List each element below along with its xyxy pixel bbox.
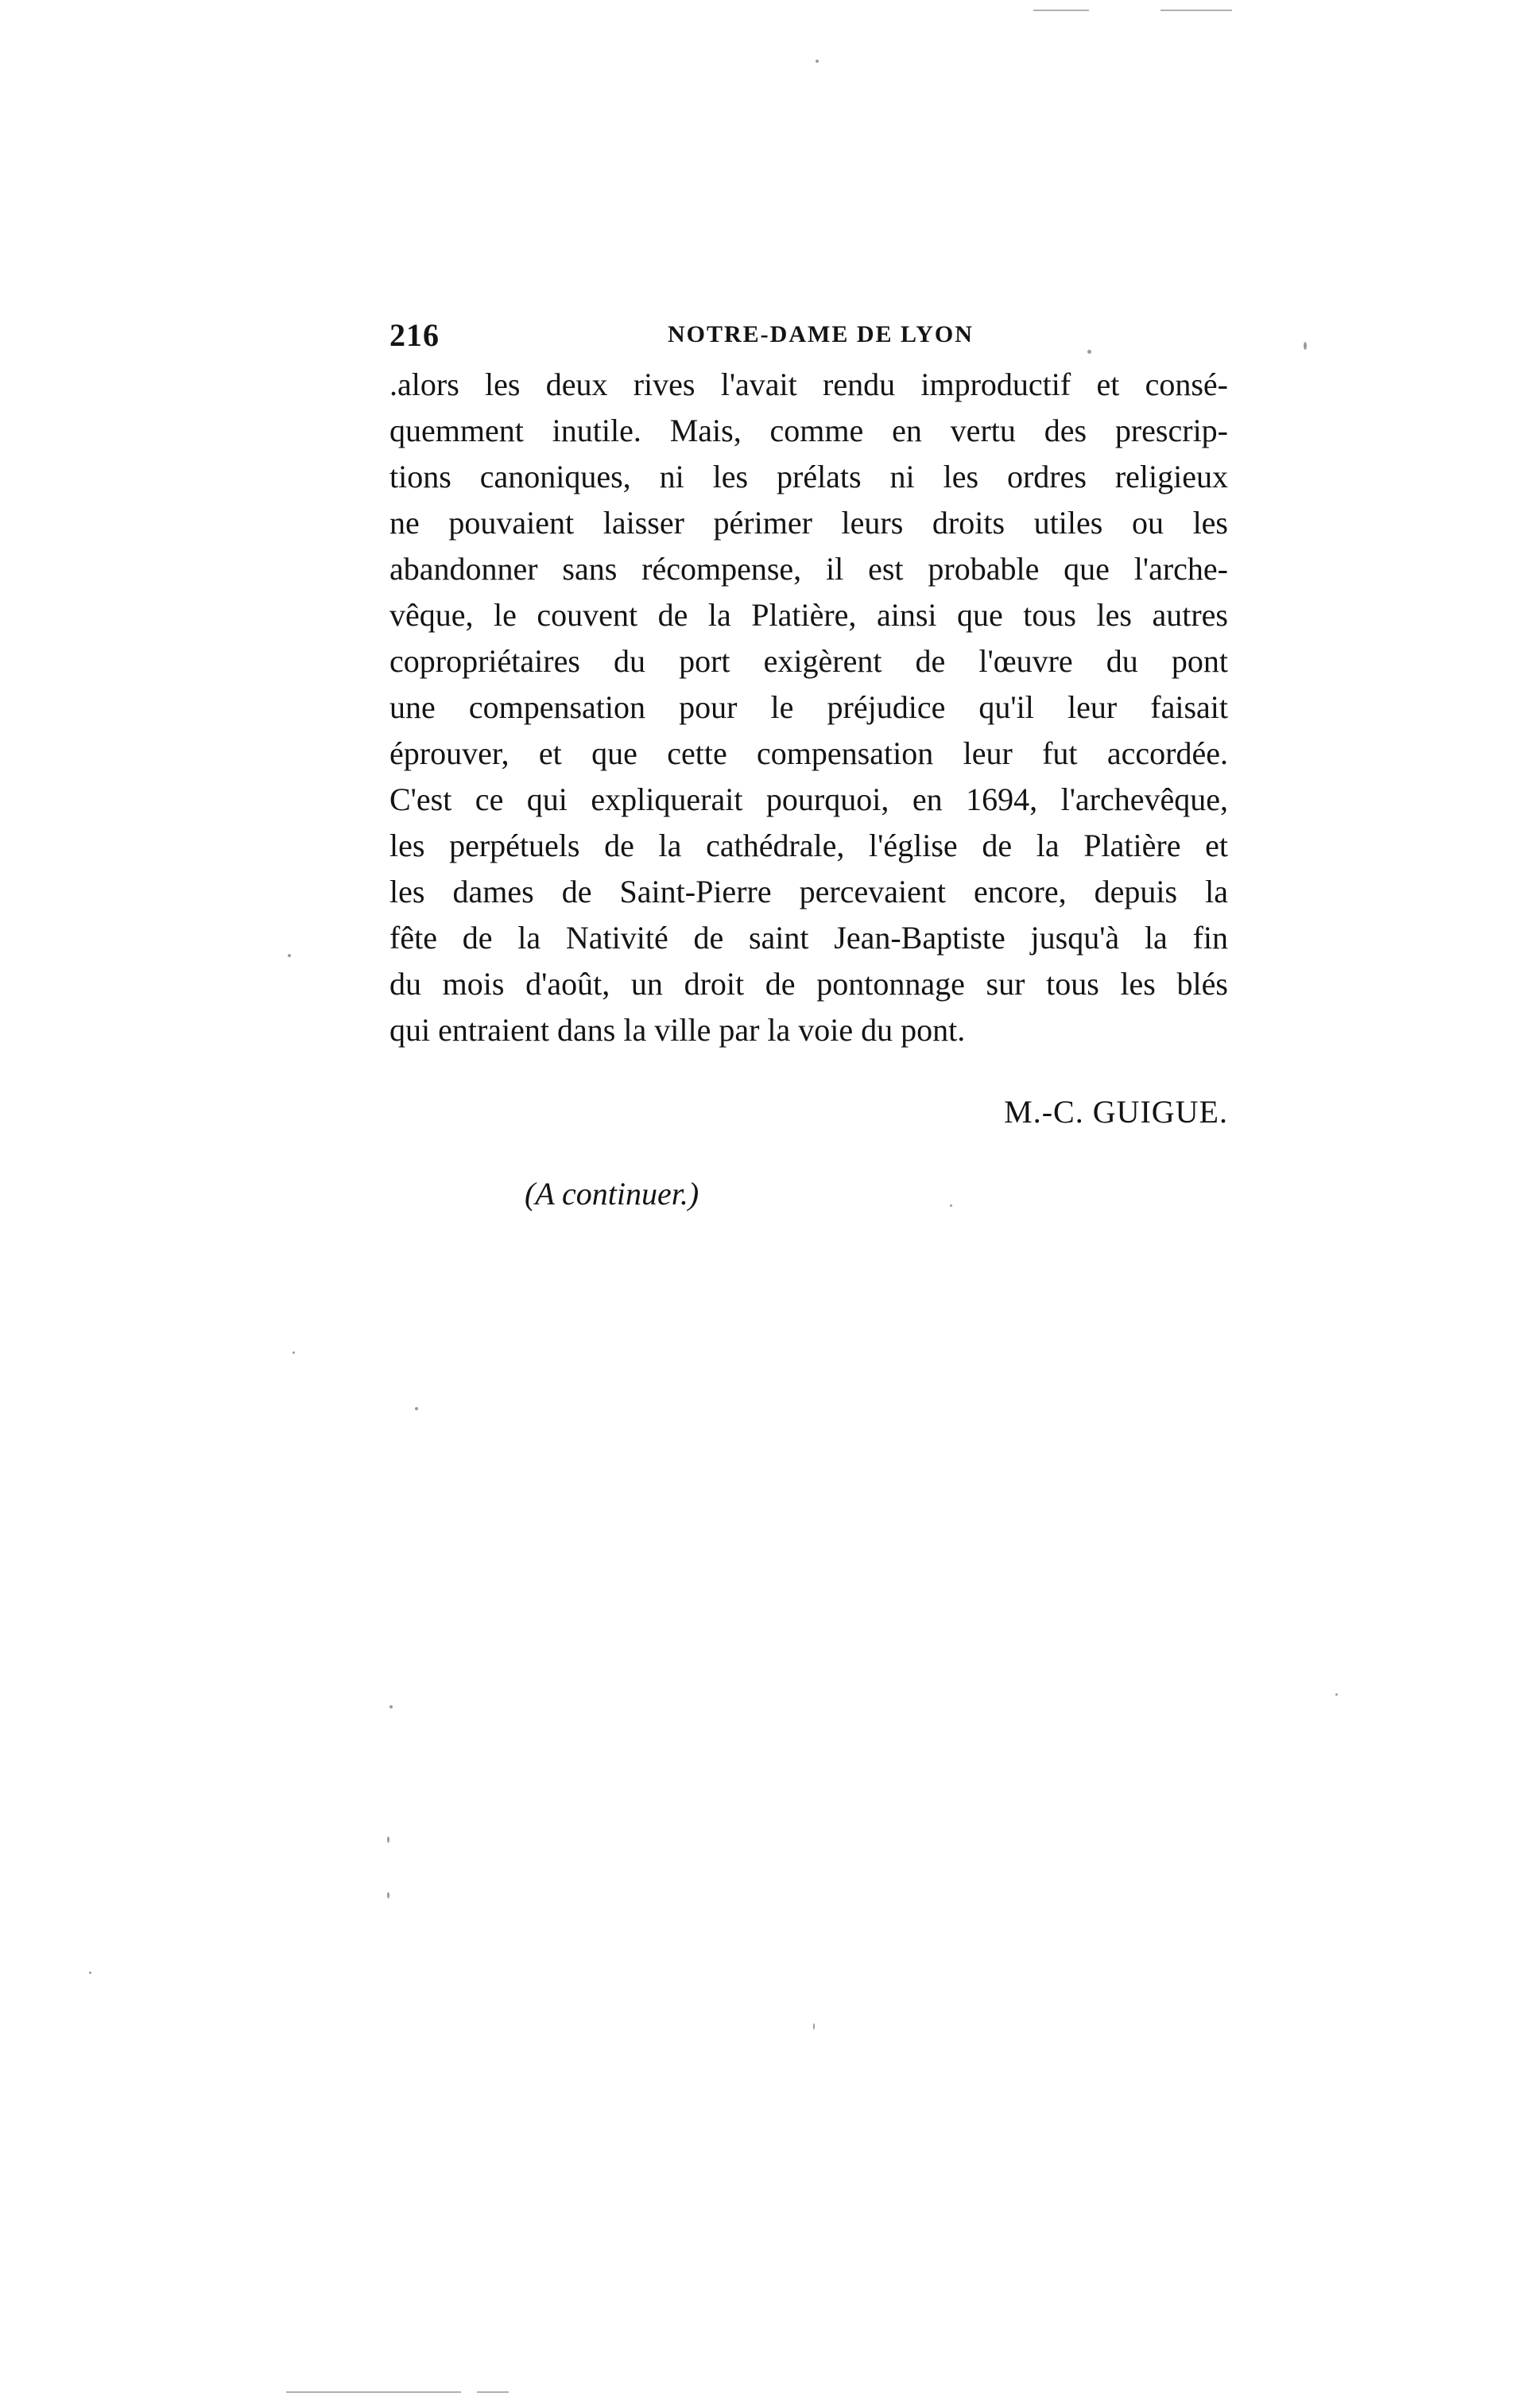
scan-speck bbox=[1087, 350, 1091, 354]
scan-speck bbox=[816, 60, 819, 63]
text-line: copropriétaires du port exigèrent de l'œuvre du pont bbox=[389, 643, 1228, 679]
scan-speck bbox=[950, 1204, 952, 1207]
scan-speck bbox=[1304, 342, 1307, 350]
text-line: C'est ce qui expliquerait pourquoi, en 1694, l'archevêque, bbox=[389, 781, 1228, 817]
scan-edge-line bbox=[1033, 10, 1089, 11]
text-line: .alors les deux rives l'avait rendu improductif et consé- bbox=[389, 366, 1228, 402]
text-line: vêque, le couvent de la Platière, ainsi que tous les autres bbox=[389, 597, 1228, 633]
text-line: ne pouvaient laisser périmer leurs droits utiles ou les bbox=[389, 505, 1228, 541]
text-line: une compensation pour le préjudice qu'il leur faisait bbox=[389, 689, 1228, 725]
scan-speck bbox=[288, 954, 291, 957]
scan-speck bbox=[387, 1892, 389, 1898]
scan-edge-line bbox=[477, 2391, 509, 2393]
text-line: fête de la Nativité de saint Jean-Baptiste jusqu'à la fin bbox=[389, 920, 1228, 956]
page-number: 216 bbox=[389, 317, 440, 353]
text-line: quemment inutile. Mais, comme en vertu des prescrip- bbox=[389, 413, 1228, 448]
text-line: qui entraient dans la ville par la voie du pont. bbox=[389, 1012, 966, 1048]
body-paragraph bbox=[389, 362, 1228, 1053]
running-title: NOTRE-DAME DE LYON bbox=[668, 321, 974, 347]
text-line: abandonner sans récompense, il est probable que l'arche- bbox=[389, 551, 1228, 587]
continuation-note: (A continuer.) bbox=[525, 1176, 699, 1212]
scan-edge-line bbox=[1160, 10, 1232, 11]
text-line: les dames de Saint-Pierre percevaient encore, depuis la bbox=[389, 874, 1228, 909]
scan-speck bbox=[387, 1836, 389, 1843]
scan-speck bbox=[415, 1407, 418, 1410]
text-line: les perpétuels de la cathédrale, l'église de la Platière et bbox=[389, 828, 1228, 863]
page-header bbox=[389, 316, 1228, 356]
scan-speck bbox=[293, 1351, 295, 1354]
scan-speck bbox=[89, 1972, 91, 1974]
scan-speck bbox=[813, 2023, 815, 2030]
scan-edge-line bbox=[286, 2391, 461, 2393]
scan-speck bbox=[389, 1705, 393, 1708]
text-line: tions canoniques, ni les prélats ni les ordres religieux bbox=[389, 459, 1228, 494]
text-line: du mois d'août, un droit de pontonnage sur tous les blés bbox=[389, 966, 1228, 1002]
author-signature: M.-C. GUIGUE. bbox=[1004, 1094, 1228, 1130]
text-line: éprouver, et que cette compensation leur fut accordée. bbox=[389, 735, 1228, 771]
scan-speck bbox=[1335, 1693, 1338, 1696]
